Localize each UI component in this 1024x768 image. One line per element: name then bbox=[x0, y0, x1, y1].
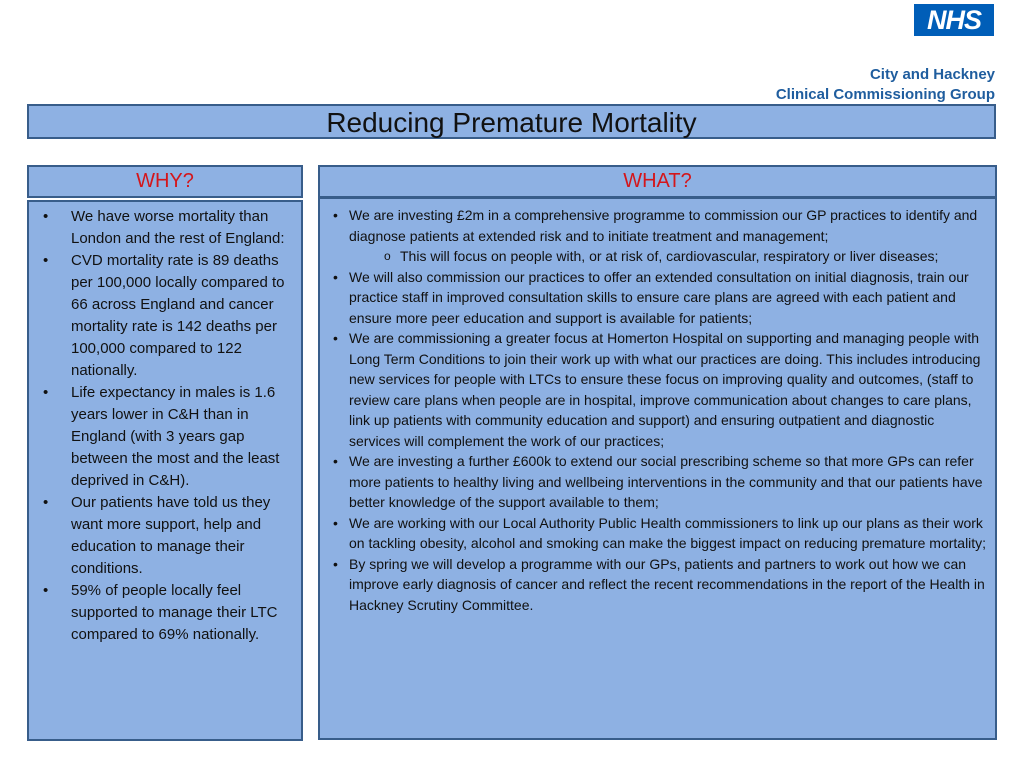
what-panel bbox=[318, 197, 997, 740]
what-item: • We are investing a further £600k to extend our social prescribing scheme so that more GPs can refer more patients to healthy living and wellbeing interventions in the community and that our patients have better knowledge of the support available to them; bbox=[328, 451, 987, 513]
what-item: • We are investing £2m in a comprehensive programme to commission our GP practices to identify and diagnose patients at extended risk and to initiate treatment and management; bbox=[328, 205, 987, 246]
organisation-subtitle: Clinical Commissioning Group bbox=[776, 86, 995, 106]
what-heading: WHAT? bbox=[318, 165, 997, 198]
what-item: • We are commissioning a greater focus at Homerton Hospital on supporting and managing people with Long Term Conditions to join their work up with what our practices are doing. This includes introducing new services for people with LTCs to ensure these focus on improving quality and outcomes, (staff to review care plans when people are in hospital, improve communication about changes to care plans, link up patients with community education and support) and ensuring outpatient and diagnostic services will complement the work of our practices; bbox=[328, 328, 987, 451]
what-list bbox=[328, 205, 987, 615]
why-panel bbox=[27, 200, 303, 741]
what-item: • We are working with our Local Authority Public Health commissioners to link up our plans as their work on tackling obesity, alcohol and smoking can make the biggest impact on reducing premature mortality; bbox=[328, 513, 987, 554]
what-item: • By spring we will develop a programme with our GPs, patients and partners to work out how we can improve early diagnosis of cancer and reflect the recent recommendations in the report of the Health in Hackney Scrutiny Committee. bbox=[328, 554, 987, 616]
slide-title: Reducing Premature Mortality bbox=[27, 104, 996, 139]
why-heading: WHY? bbox=[27, 165, 303, 198]
what-item: • We will also commission our practices to offer an extended consultation on initial diagnosis, train our practice staff in improved consultation skills to ensure care plans are agreed with each patient and ensure more peer education and support is available for patients; bbox=[328, 267, 987, 329]
what-sub-item: o This will focus on people with, or at risk of, cardiovascular, respiratory or liver diseases; bbox=[328, 246, 987, 267]
why-item: • Life expectancy in males is 1.6 years lower in C&H than in England (with 3 years gap between the most and the least deprived in C&H). bbox=[37, 382, 293, 492]
why-list bbox=[37, 206, 293, 646]
why-item: • CVD mortality rate is 89 deaths per 100,000 locally compared to 66 across England and cancer mortality rate is 142 deaths per 100,000 compared to 122 nationally. bbox=[37, 250, 293, 382]
why-item: • We have worse mortality than London and the rest of England: bbox=[37, 206, 293, 250]
nhs-logo: NHS bbox=[914, 4, 994, 36]
organisation-name: City and Hackney bbox=[869, 66, 995, 83]
why-item: • 59% of people locally feel supported to manage their LTC compared to 69% nationally. bbox=[37, 580, 293, 646]
why-item: • Our patients have told us they want more support, help and education to manage their conditions. bbox=[37, 492, 293, 580]
